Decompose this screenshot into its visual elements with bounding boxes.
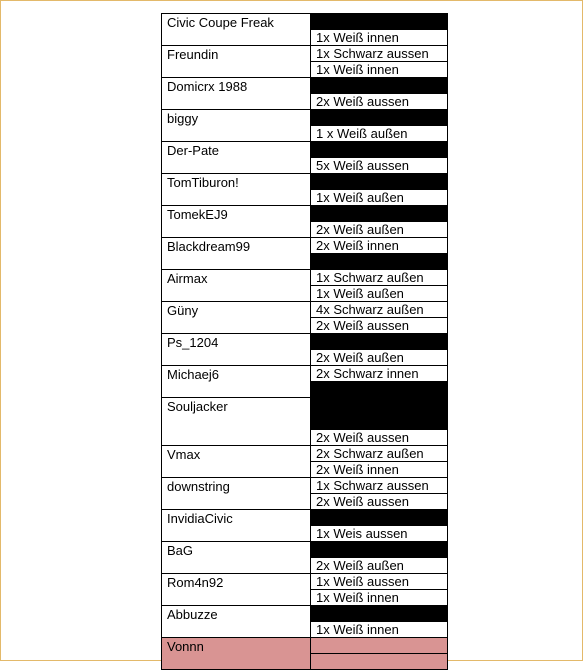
order-cell: 1x Weiß innen bbox=[311, 62, 448, 78]
order-cell: 4x Schwarz außen bbox=[311, 302, 448, 318]
username-cell: Freundin bbox=[162, 46, 311, 78]
empty-order-cell bbox=[311, 110, 448, 126]
empty-order-cell bbox=[311, 542, 448, 558]
order-cell: 1x Schwarz aussen bbox=[311, 46, 448, 62]
empty-order-cell bbox=[311, 398, 448, 430]
table-row bbox=[162, 542, 448, 558]
username-cell: Der-Pate bbox=[162, 142, 311, 174]
order-cell: 1x Schwarz außen bbox=[311, 270, 448, 286]
order-cell: 2x Weiß aussen bbox=[311, 94, 448, 110]
username-cell: Rom4n92 bbox=[162, 574, 311, 606]
empty-order-cell bbox=[311, 510, 448, 526]
table-row bbox=[162, 14, 448, 30]
empty-order-cell bbox=[311, 142, 448, 158]
username-cell: biggy bbox=[162, 110, 311, 142]
username-cell: Blackdream99 bbox=[162, 238, 311, 270]
username-cell: TomekEJ9 bbox=[162, 206, 311, 238]
order-cell: 2x Weiß aussen bbox=[311, 494, 448, 510]
empty-order-cell bbox=[311, 78, 448, 94]
empty-order-cell bbox=[311, 206, 448, 222]
empty-order-cell bbox=[311, 606, 448, 622]
order-cell bbox=[311, 638, 448, 654]
username-cell: Vmax bbox=[162, 446, 311, 478]
username-cell: InvidiaCivic bbox=[162, 510, 311, 542]
order-cell: 2x Schwarz innen bbox=[311, 366, 448, 382]
table-row bbox=[162, 606, 448, 622]
order-cell: 2x Weiß innen bbox=[311, 238, 448, 254]
order-cell: 1x Weiß innen bbox=[311, 30, 448, 46]
username-cell: Abbuzze bbox=[162, 606, 311, 638]
table-row bbox=[162, 238, 448, 254]
order-cell: 2x Weiß innen bbox=[311, 462, 448, 478]
order-cell: 2x Weiß aussen bbox=[311, 318, 448, 334]
order-cell: 1x Schwarz aussen bbox=[311, 478, 448, 494]
order-cell: 2x Schwarz außen bbox=[311, 446, 448, 462]
order-cell: 2x Weiß außen bbox=[311, 350, 448, 366]
order-cell bbox=[311, 654, 448, 670]
empty-order-cell bbox=[311, 254, 448, 270]
username-cell: Vonnn bbox=[162, 638, 311, 670]
empty-order-cell bbox=[311, 334, 448, 350]
table-row bbox=[162, 638, 448, 654]
table-row bbox=[162, 174, 448, 190]
empty-order-cell bbox=[311, 174, 448, 190]
username-cell: BaG bbox=[162, 542, 311, 574]
order-cell: 1x Weiß innen bbox=[311, 590, 448, 606]
table-row bbox=[162, 398, 448, 430]
order-cell: 2x Weiß aussen bbox=[311, 430, 448, 446]
order-cell: 5x Weiß aussen bbox=[311, 158, 448, 174]
username-cell: Michaej6 bbox=[162, 366, 311, 398]
table-row bbox=[162, 366, 448, 382]
order-cell: 1x Weiß außen bbox=[311, 190, 448, 206]
order-cell: 1x Weiß außen bbox=[311, 286, 448, 302]
username-cell: Domicrx 1988 bbox=[162, 78, 311, 110]
table-row bbox=[162, 78, 448, 94]
order-table bbox=[161, 13, 448, 670]
order-cell: 1x Weiß aussen bbox=[311, 574, 448, 590]
username-cell: Civic Coupe Freak bbox=[162, 14, 311, 46]
username-cell: Souljacker bbox=[162, 398, 311, 446]
username-cell: Airmax bbox=[162, 270, 311, 302]
order-cell: 1 x Weiß außen bbox=[311, 126, 448, 142]
table-row bbox=[162, 510, 448, 526]
username-cell: Ps_1204 bbox=[162, 334, 311, 366]
empty-order-cell bbox=[311, 14, 448, 30]
order-cell: 1x Weis aussen bbox=[311, 526, 448, 542]
username-cell: downstring bbox=[162, 478, 311, 510]
order-cell: 2x Weiß außen bbox=[311, 558, 448, 574]
empty-order-cell bbox=[311, 382, 448, 398]
order-cell: 1x Weiß innen bbox=[311, 622, 448, 638]
table-row bbox=[162, 110, 448, 126]
username-cell: TomTiburon! bbox=[162, 174, 311, 206]
table-row bbox=[162, 334, 448, 350]
username-cell: Güny bbox=[162, 302, 311, 334]
table-row bbox=[162, 270, 448, 286]
table-row bbox=[162, 446, 448, 462]
table-row bbox=[162, 574, 448, 590]
table-row bbox=[162, 478, 448, 494]
table-row bbox=[162, 142, 448, 158]
table-row bbox=[162, 302, 448, 318]
table-row bbox=[162, 206, 448, 222]
order-cell: 2x Weiß außen bbox=[311, 222, 448, 238]
table-row bbox=[162, 46, 448, 62]
